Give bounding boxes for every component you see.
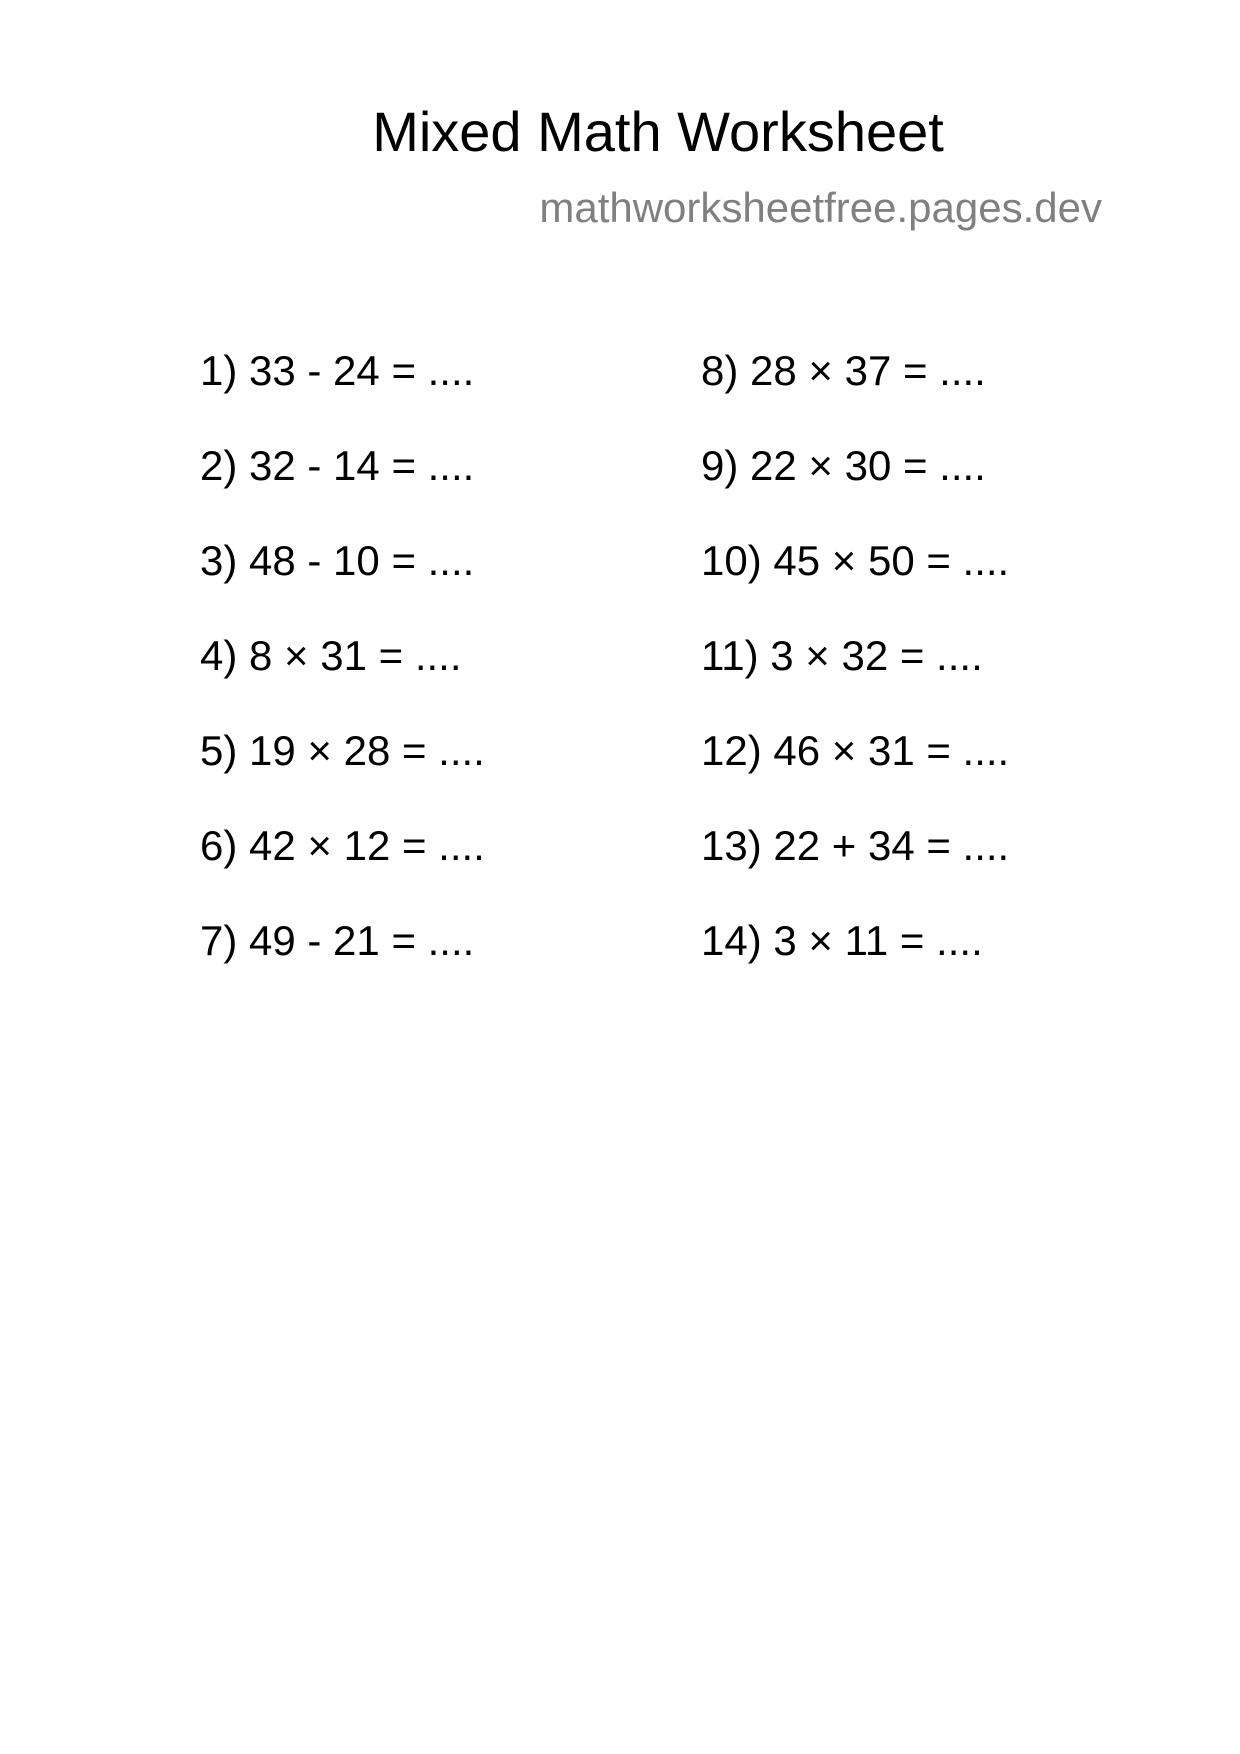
problem-item: 8) 28 × 37 = ....	[701, 347, 986, 394]
problem-item: 7) 49 - 21 = ....	[200, 917, 475, 964]
problem-item: 10) 45 × 50 = ....	[701, 537, 1010, 584]
problems-left-column	[200, 346, 485, 1011]
problem-item: 2) 32 - 14 = ....	[200, 442, 475, 489]
problem-item: 14) 3 × 11 = ....	[701, 917, 983, 964]
problem-item: 12) 46 × 31 = ....	[701, 727, 1010, 774]
problem-item: 13) 22 + 34 = ....	[701, 822, 1010, 869]
problems-right-column	[701, 346, 1009, 1011]
problem-item: 9) 22 × 30 = ....	[701, 442, 986, 489]
problem-item: 1) 33 - 24 = ....	[200, 347, 475, 394]
problem-item: 11) 3 × 32 = ....	[701, 632, 983, 679]
worksheet-title: Mixed Math Worksheet	[372, 100, 944, 163]
website-url: mathworksheetfree.pages.dev	[539, 184, 1102, 231]
problem-item: 4) 8 × 31 = ....	[200, 632, 462, 679]
problem-item: 6) 42 × 12 = ....	[200, 822, 485, 869]
problem-item: 5) 19 × 28 = ....	[200, 727, 485, 774]
problem-item: 3) 48 - 10 = ....	[200, 537, 475, 584]
